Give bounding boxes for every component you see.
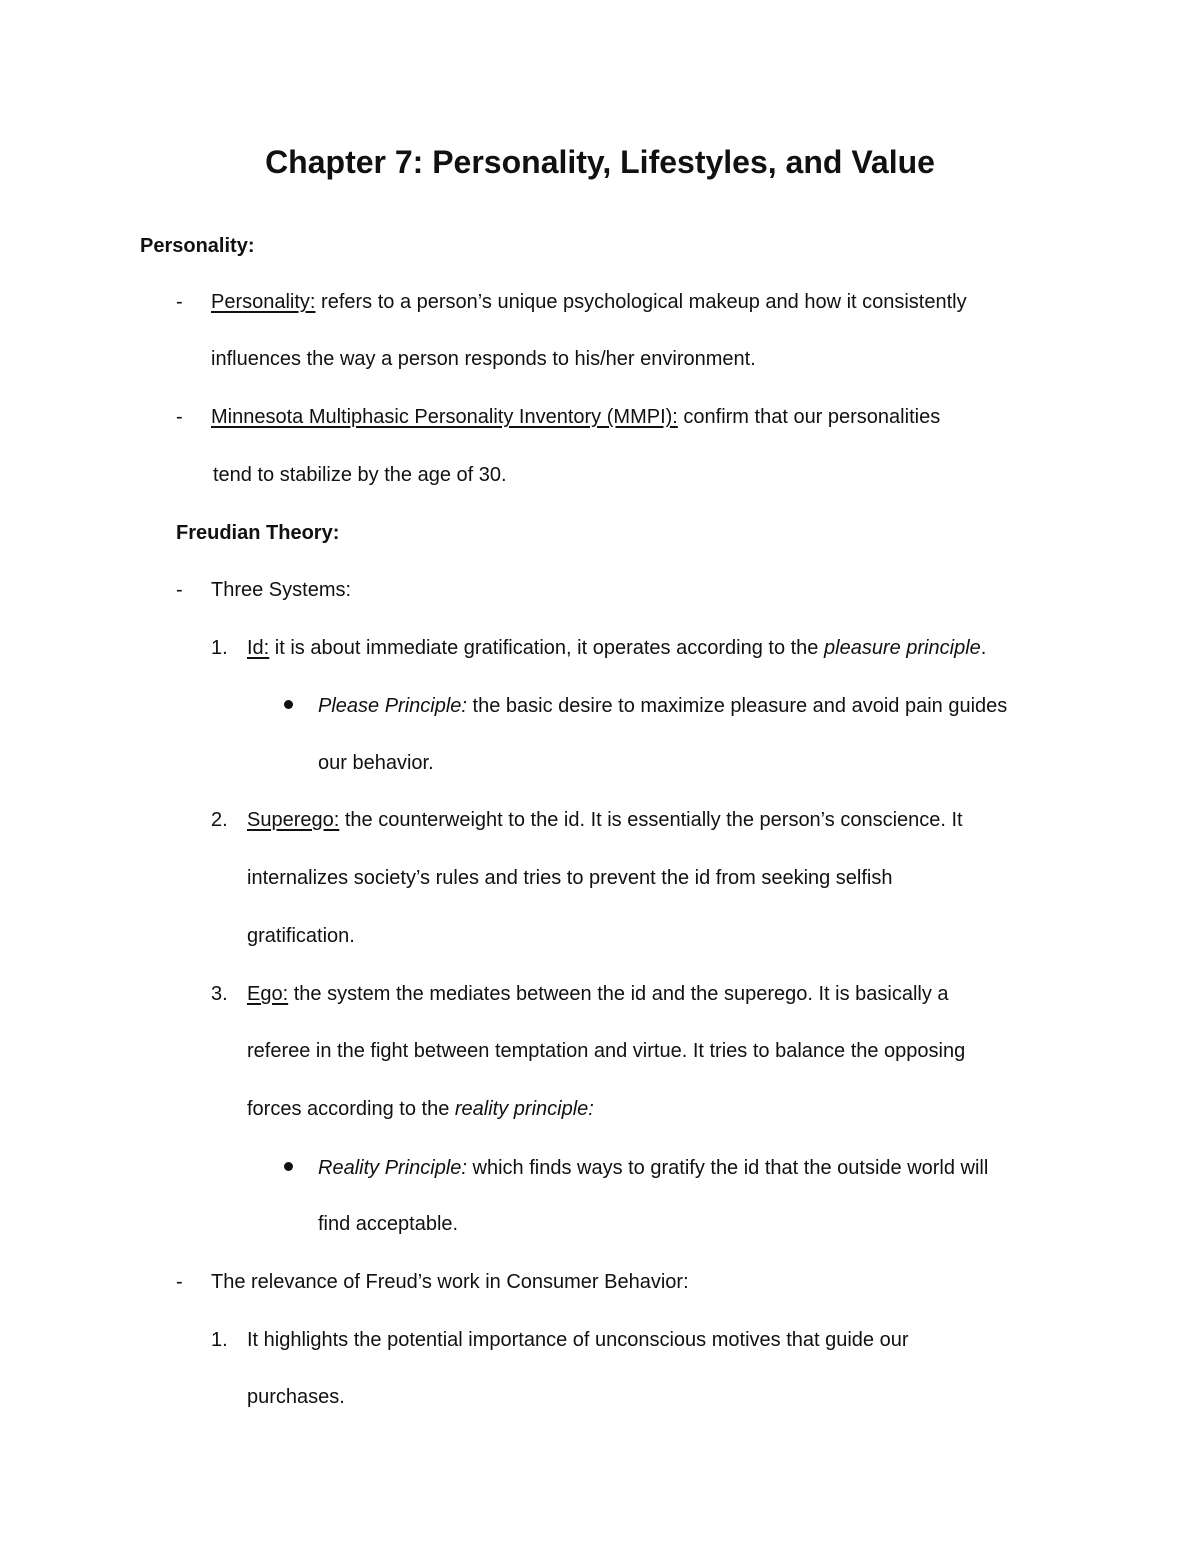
term-id: Id: bbox=[247, 637, 270, 659]
section-heading-freudian: Freudian Theory: bbox=[176, 522, 340, 544]
bullet-icon bbox=[284, 700, 293, 709]
dash-marker: - bbox=[176, 579, 183, 601]
definition-continuation: our behavior. bbox=[318, 752, 434, 774]
term-personality: Personality: bbox=[211, 291, 316, 313]
definition-continuation: find acceptable. bbox=[318, 1213, 459, 1235]
term-mmpi: Minnesota Multiphasic Personality Inventory (MMPI): bbox=[211, 406, 678, 428]
punctuation: . bbox=[980, 637, 987, 659]
sub-item-pleasure-principle bbox=[318, 692, 1007, 720]
section-heading-personality: Personality: bbox=[140, 235, 255, 257]
definition-continuation: internalizes society’s rules and tries to prevent the id from seeking selfish bbox=[247, 867, 893, 889]
italic-term: Please Principle: bbox=[318, 695, 467, 717]
list-item-ego bbox=[247, 980, 949, 1008]
dash-marker: - bbox=[176, 291, 183, 313]
term-ego: Ego: bbox=[247, 983, 289, 1005]
definition-continuation: tend to stabilize by the age of 30. bbox=[213, 464, 507, 486]
number-marker: 3. bbox=[211, 983, 228, 1005]
italic-term: reality principle: bbox=[454, 1098, 594, 1120]
sub-item-reality-principle bbox=[318, 1154, 988, 1182]
relevance-label: The relevance of Freud’s work in Consumer Behavior: bbox=[211, 1271, 689, 1293]
definition-continuation: gratification. bbox=[247, 925, 355, 947]
definition-text: confirm that our personalities bbox=[677, 406, 941, 428]
number-marker: 1. bbox=[211, 1329, 228, 1351]
definition-text: the system the mediates between the id and the superego. It is basically a bbox=[288, 983, 949, 1005]
italic-term: pleasure principle bbox=[824, 637, 981, 659]
list-item-relevance-1: It highlights the potential importance of unconscious motives that guide our bbox=[247, 1329, 909, 1351]
definition-text: which finds ways to gratify the id that the outside world will bbox=[466, 1157, 989, 1179]
list-item-superego bbox=[247, 806, 963, 834]
three-systems-label: Three Systems: bbox=[211, 579, 352, 601]
dash-marker: - bbox=[176, 406, 183, 428]
definition-continuation: referee in the fight between temptation and virtue. It tries to balance the opposing bbox=[247, 1040, 966, 1062]
dash-marker: - bbox=[176, 1271, 183, 1293]
definition-text: refers to a person’s unique psychological makeup and how it consistently bbox=[315, 291, 967, 313]
list-item-id bbox=[247, 634, 986, 662]
list-item-mmpi bbox=[211, 403, 940, 431]
page-title: Chapter 7: Personality, Lifestyles, and Value bbox=[265, 144, 935, 180]
definition-text: the basic desire to maximize pleasure and avoid pain guides bbox=[466, 695, 1008, 717]
number-marker: 2. bbox=[211, 809, 228, 831]
term-superego: Superego: bbox=[247, 809, 340, 831]
definition-continuation bbox=[247, 1095, 594, 1123]
definition-continuation: purchases. bbox=[247, 1386, 345, 1408]
definition-text: forces according to the bbox=[247, 1098, 455, 1120]
number-marker: 1. bbox=[211, 637, 228, 659]
definition-text: the counterweight to the id. It is essentially the person’s conscience. It bbox=[339, 809, 963, 831]
definition-text: it is about immediate gratification, it operates according to the bbox=[269, 637, 824, 659]
list-item-personality bbox=[211, 288, 967, 316]
bullet-icon bbox=[284, 1162, 293, 1171]
italic-term: Reality Principle: bbox=[318, 1157, 467, 1179]
definition-continuation: influences the way a person responds to his/her environment. bbox=[211, 348, 756, 370]
